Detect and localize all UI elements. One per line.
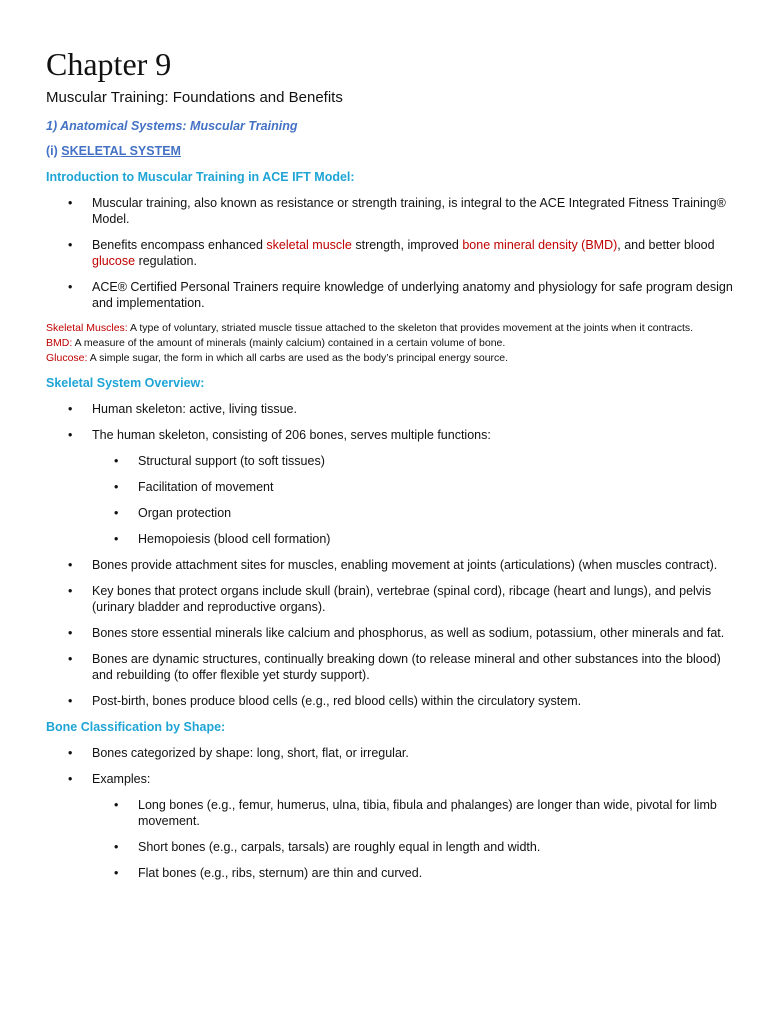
list-item — [46, 427, 736, 547]
list-item: • ACE® Certified Personal Trainers require knowledge of underlying anatomy and physiology for safe program design and implementation. — [46, 279, 736, 311]
definition-text: A simple sugar, the form in which all carbs are used as the body’s principal energy source. — [87, 352, 509, 364]
definitions — [46, 321, 736, 366]
text-fragment: , and better blood — [617, 238, 715, 252]
section-heading: 1) Anatomical Systems: Muscular Training — [46, 119, 298, 133]
list-item — [46, 771, 736, 881]
definition-term: Glucose: — [46, 352, 88, 364]
text-fragment: regulation. — [135, 254, 197, 268]
list-item: • Key bones that protect organs include skull (brain), vertebrae (spinal cord), ribcage (heart and lungs), and pelvis (urinary bladder and reproductive organs). — [46, 583, 736, 615]
list-item: • Hemopoiesis (blood cell formation) — [92, 531, 736, 547]
classification-heading: Bone Classification by Shape: — [46, 720, 226, 734]
list-item: • Bones categorized by shape: long, short, flat, or irregular. — [46, 745, 736, 761]
list-item: • Human skeleton: active, living tissue. — [46, 401, 736, 417]
list-item-text: The human skeleton, consisting of 206 bones, serves multiple functions: — [92, 428, 491, 442]
functions-list — [92, 453, 736, 547]
chapter-title: Chapter 9 — [46, 46, 172, 82]
list-item: • Facilitation of movement — [92, 479, 736, 495]
chapter-subtitle: Muscular Training: Foundations and Benefits — [46, 89, 343, 106]
list-item: • Bones are dynamic structures, continually breaking down (to release mineral and other substances into the blood) and rebuilding (to offer flexible yet sturdy support). — [46, 651, 736, 683]
list-item: • Long bones (e.g., femur, humerus, ulna, tibia, fibula and phalanges) are longer than wide, pivotal for limb movement. — [92, 797, 736, 829]
classification-list — [46, 745, 736, 881]
document-page — [46, 46, 736, 891]
definition-text: A type of voluntary, striated muscle tissue attached to the skeleton that provides movement at the joints when it contracts. — [127, 322, 694, 334]
text-fragment: strength, improved — [351, 238, 463, 252]
definition-term: Skeletal Muscles: — [46, 322, 128, 334]
list-item: • Bones store essential minerals like calcium and phosphorus, as well as sodium, potassium, other minerals and fat. — [46, 625, 736, 641]
list-item: • Bones provide attachment sites for muscles, enabling movement at joints (articulations) (when muscles contract). — [46, 557, 736, 573]
intro-list — [46, 195, 736, 311]
list-item-text: Examples: — [92, 772, 151, 786]
definition-term: BMD: — [46, 337, 73, 349]
list-item: • Muscular training, also known as resistance or strength training, is integral to the ACE Integrated Fitness Training® Model. — [46, 195, 736, 227]
list-item: • Organ protection — [92, 505, 736, 521]
list-item: • Short bones (e.g., carpals, tarsals) are roughly equal in length and width. — [92, 839, 736, 855]
list-item: • Post-birth, bones produce blood cells (e.g., red blood cells) within the circulatory system. — [46, 693, 736, 709]
examples-list — [92, 797, 736, 881]
text-fragment: Benefits encompass enhanced — [92, 238, 267, 252]
term-glucose: glucose — [92, 254, 136, 268]
sub-heading-prefix: (i) — [46, 144, 62, 158]
sub-heading — [46, 143, 736, 159]
list-item: • Flat bones (e.g., ribs, sternum) are thin and curved. — [92, 865, 736, 881]
list-item — [46, 237, 736, 269]
overview-list — [46, 401, 736, 709]
term-skeletal-muscle: skeletal muscle — [266, 238, 352, 252]
overview-heading: Skeletal System Overview: — [46, 376, 205, 390]
term-bmd: bone mineral density (BMD) — [462, 238, 618, 252]
sub-heading-label: SKELETAL SYSTEM — [61, 144, 181, 158]
definition-text: A measure of the amount of minerals (mainly calcium) contained in a certain volume of bone. — [72, 337, 506, 349]
definition — [46, 336, 736, 351]
definition — [46, 321, 736, 336]
list-item: • Structural support (to soft tissues) — [92, 453, 736, 469]
definition — [46, 351, 736, 366]
intro-heading: Introduction to Muscular Training in ACE IFT Model: — [46, 170, 355, 184]
